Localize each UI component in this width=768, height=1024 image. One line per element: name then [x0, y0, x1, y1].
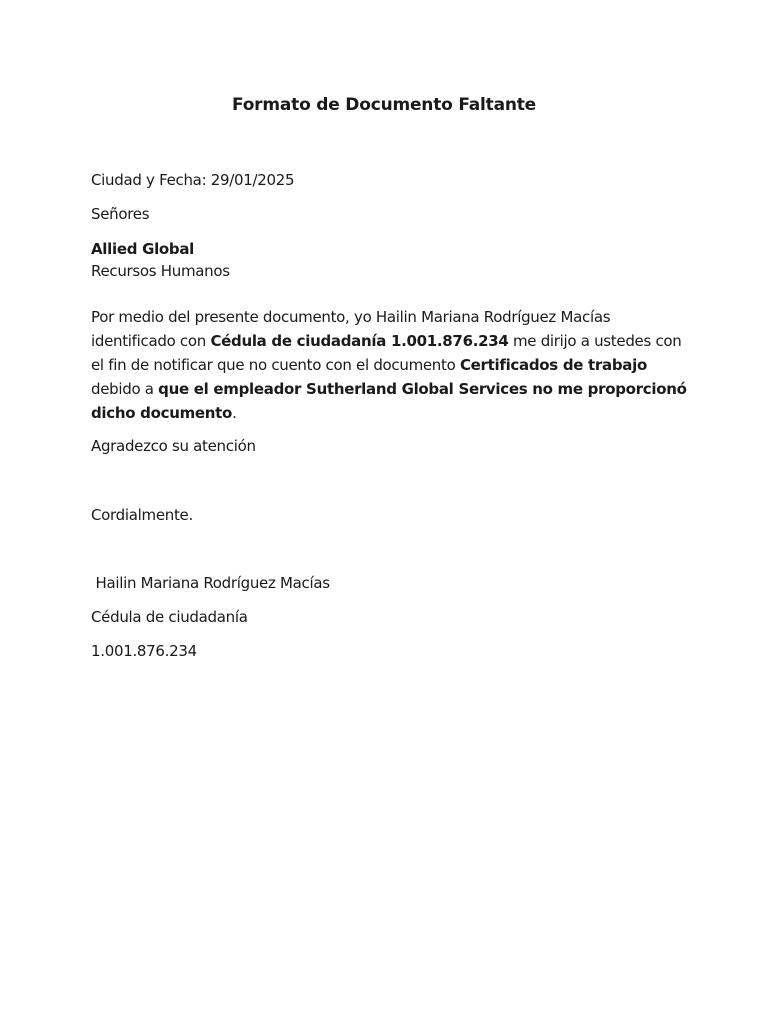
department: Recursos Humanos	[91, 262, 230, 280]
document-title: Formato de Documento Faltante	[231, 95, 537, 115]
body-paragraph	[91, 305, 691, 425]
body-text-1: Por medio del presente documento, yo Hailin Mariana Rodríguez Macías identificado con	[91, 308, 611, 350]
body-text-3: debido a	[91, 380, 159, 398]
id-number: 1.001.876.234	[91, 642, 197, 660]
company-name: Allied Global	[91, 240, 195, 258]
body-document-bold: Certificados de trabajo	[459, 356, 647, 374]
body-text-2: me dirijo a ustedes con el fin de notificar que no cuento con el documento	[91, 332, 682, 374]
body-text-4: .	[232, 404, 237, 422]
body-reason-bold: que el empleador Sutherland Global Services no me proporcionó dicho documento	[91, 380, 687, 422]
city-date: Ciudad y Fecha: 29/01/2025	[91, 171, 295, 189]
body-id-bold: Cédula de ciudadanía 1.001.876.234	[210, 332, 509, 350]
salutation: Señores	[91, 205, 150, 223]
id-type: Cédula de ciudadanía	[91, 608, 248, 626]
signature-name: Hailin Mariana Rodríguez Macías	[91, 574, 330, 592]
thanks-line: Agradezco su atención	[91, 437, 256, 455]
closing-line: Cordialmente.	[91, 506, 193, 524]
